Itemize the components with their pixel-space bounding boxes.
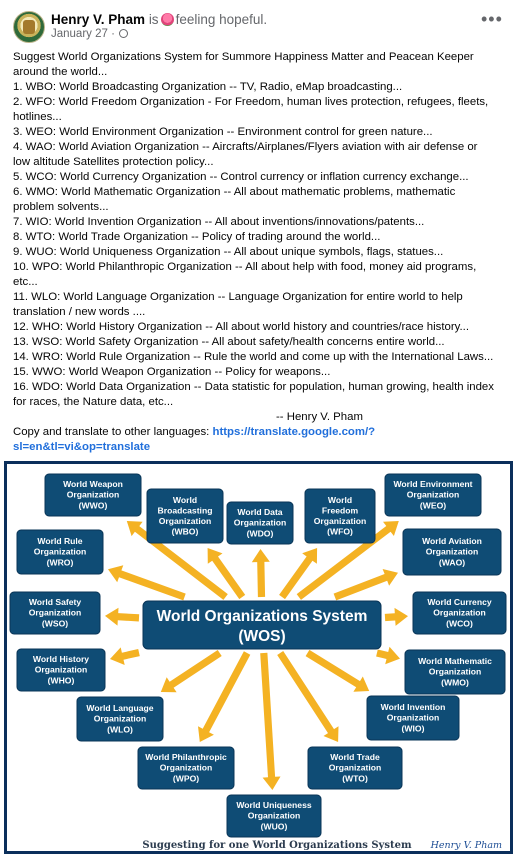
more-options-icon[interactable]: ••• [481,9,503,29]
org-box-label: Organization [159,762,213,773]
post-text-line: 12. WHO: World History Organization -- All about world history and countries/race history... [13,321,470,333]
org-box-label: Organization [406,489,460,500]
feeling-prefix: is [148,12,159,27]
post-text-line: 5. WCO: World Currency Organization -- Control currency or inflation currency exchange... [13,171,469,183]
arrow-shape [161,650,222,692]
post-text-line: for races, the Nature data, etc... [13,396,174,408]
author-name[interactable]: Henry V. Pham [51,12,146,27]
post-meta [51,28,128,40]
arrow-shape [334,569,398,600]
post-header [0,0,518,48]
post-text-line: 1. WBO: World Broadcasting Organization -- TV, Radio, eMap broadcasting... [13,81,403,93]
arrow-shape [260,653,280,790]
arrow-shape [105,608,139,626]
translate-link-continued[interactable]: sl=en&tl=vi&op=translate [13,441,151,453]
arrow-shape [108,565,186,600]
org-box-label: (WDO) [246,528,274,539]
diagram-image[interactable] [4,461,513,854]
post-text-line: 6. WMO: World Mathematic Organization -- All about mathematic problems, mathematic [13,186,456,198]
post-text-line: hotlines... [13,111,62,123]
arrow-shape [385,608,408,626]
org-box-label: Organization [66,489,120,500]
org-box-label: (WIO) [401,723,425,734]
post-text-line: low altitude Satellites protection policy... [13,156,214,168]
translate-link[interactable]: https://translate.google.com/? [212,426,376,438]
org-box-label: World Mathematic [418,656,492,667]
org-box-label: (WMO) [441,677,469,688]
center-title: World Organizations System [156,608,368,625]
org-box-label: Organization [158,516,212,526]
org-box-label: (WCO) [446,618,473,629]
org-box-label: (WSO) [41,618,69,629]
post-text-line: 15. WWO: World Weapon Organization -- Policy for weapons... [13,366,331,378]
post-body [13,50,509,455]
org-box-label: World Invention [380,702,446,713]
post-text-line: 8. WTO: World Trade Organization -- Policy of trading around the world... [13,231,381,243]
org-box-label: Organization [93,713,147,724]
globe-icon [119,29,128,38]
post-text-line: 2. WFO: World Freedom Organization - For Freedom, human lives protection, refugees, fleets, [13,96,489,108]
post-text-line: around the world... [13,66,108,78]
center-subtitle: (WOS) [238,628,286,645]
arrow-shape [252,549,270,597]
org-box-label: (WLO) [107,724,133,735]
translate-line [13,425,509,440]
author-line [51,11,267,28]
post-text-line: 16. WDO: World Data Organization -- Data statistic for population, human growing, health index [13,381,494,393]
org-box-label: World Aviation [422,536,482,547]
post-text-line: translation / new words .... [13,306,146,318]
org-box-label: (WPO) [172,773,200,784]
post-text-line: 13. WSO: World Safety Organization -- All about safety/health concerns entire world... [13,336,445,348]
post-text-line: problem solvents... [13,201,109,213]
org-box-label: (WUO) [260,821,288,832]
org-box-label: (WHO) [47,675,75,686]
org-box-label: World Safety [28,597,82,608]
date-separator: · [111,28,115,40]
translate-prefix: Copy and translate to other languages: [13,426,213,438]
post-text-line: Suggest World Organizations System for Summore Happiness Matter and Peacean Keeper [13,51,474,63]
post-text-line: 7. WIO: World Invention Organization -- All about inventions/innovations/patents... [13,216,425,228]
org-box-label: Organization [28,607,82,618]
org-box-label: World Weapon [63,479,123,490]
org-box-label: Organization [247,810,301,821]
post-text-line: 10. WPO: World Philanthropic Organization -- All about help with food, money aid programs, [13,261,477,273]
post-text-line: 3. WEO: World Environment Organization -- Environment control for green nature... [13,126,433,138]
post-text-line: 11. WLO: World Language Organization -- Language Organization for entire world to help [13,291,463,303]
org-box-label: World Currency [427,597,492,608]
org-box-label: (WTO) [342,773,368,784]
arrow-shape [306,650,370,692]
org-box-label: (WEO) [419,500,447,511]
org-box-label: Freedom [321,505,359,516]
org-box-label: Organization [233,517,287,528]
org-box-label: World Environment [393,479,473,490]
org-box-label: World Trade [330,752,380,763]
org-box-label: (WAO) [438,557,466,568]
org-box-label: (WWO) [78,500,108,511]
org-box-label: World History [32,654,90,665]
org-box-label: Organization [34,664,88,675]
org-box-label: Organization [386,712,440,723]
diagram-signature: Henry V. Pham [430,840,502,851]
post-text-line: 4. WAO: World Aviation Organization -- Aircrafts/Airplanes/Flyers aviation with air defense or [13,141,478,153]
org-box-label: World [172,494,198,505]
arrow-shape [376,647,400,665]
post-signature: -- Henry V. Pham [276,411,363,423]
org-box-label: Organization [425,546,479,557]
org-box-label: Organization [328,762,382,773]
post-text-line: 14. WRO: World Rule Organization -- Rule the world and come up with the International Laws... [13,351,494,363]
avatar[interactable] [13,11,45,43]
diagram-footer: Suggesting for one World Organizations System [142,840,412,851]
org-box-label: World Philanthropic [145,752,227,763]
org-box-label: Organization [428,666,482,677]
feeling-text: feeling hopeful. [175,12,268,27]
crest-icon [23,20,35,34]
org-box-label: Organization [433,607,486,618]
post-text [13,50,509,410]
org-box-label: World Uniqueness [236,800,312,811]
translate-line-2 [13,440,509,455]
post-text-line: etc... [13,276,38,288]
post-date[interactable]: January 27 [51,28,108,40]
org-box-label: Organization [33,546,87,557]
org-box-label: Broadcasting [157,505,213,516]
org-box-label: World [327,494,353,505]
org-box-label: World Rule [37,536,83,547]
diagram-svg [7,464,510,851]
org-box-label: (WFO) [327,526,353,537]
org-box-label: (WBO) [171,526,199,537]
org-box-label: World Data [237,507,283,518]
org-box-label: (WRO) [46,557,74,568]
org-box-label: World Language [86,703,154,714]
arrow-shape [110,647,140,665]
org-box-label: Organization [313,516,367,526]
tulip-icon [161,13,174,26]
post-text-line: 9. WUO: World Uniqueness Organization -- All about unique symbols, flags, statues... [13,246,444,258]
